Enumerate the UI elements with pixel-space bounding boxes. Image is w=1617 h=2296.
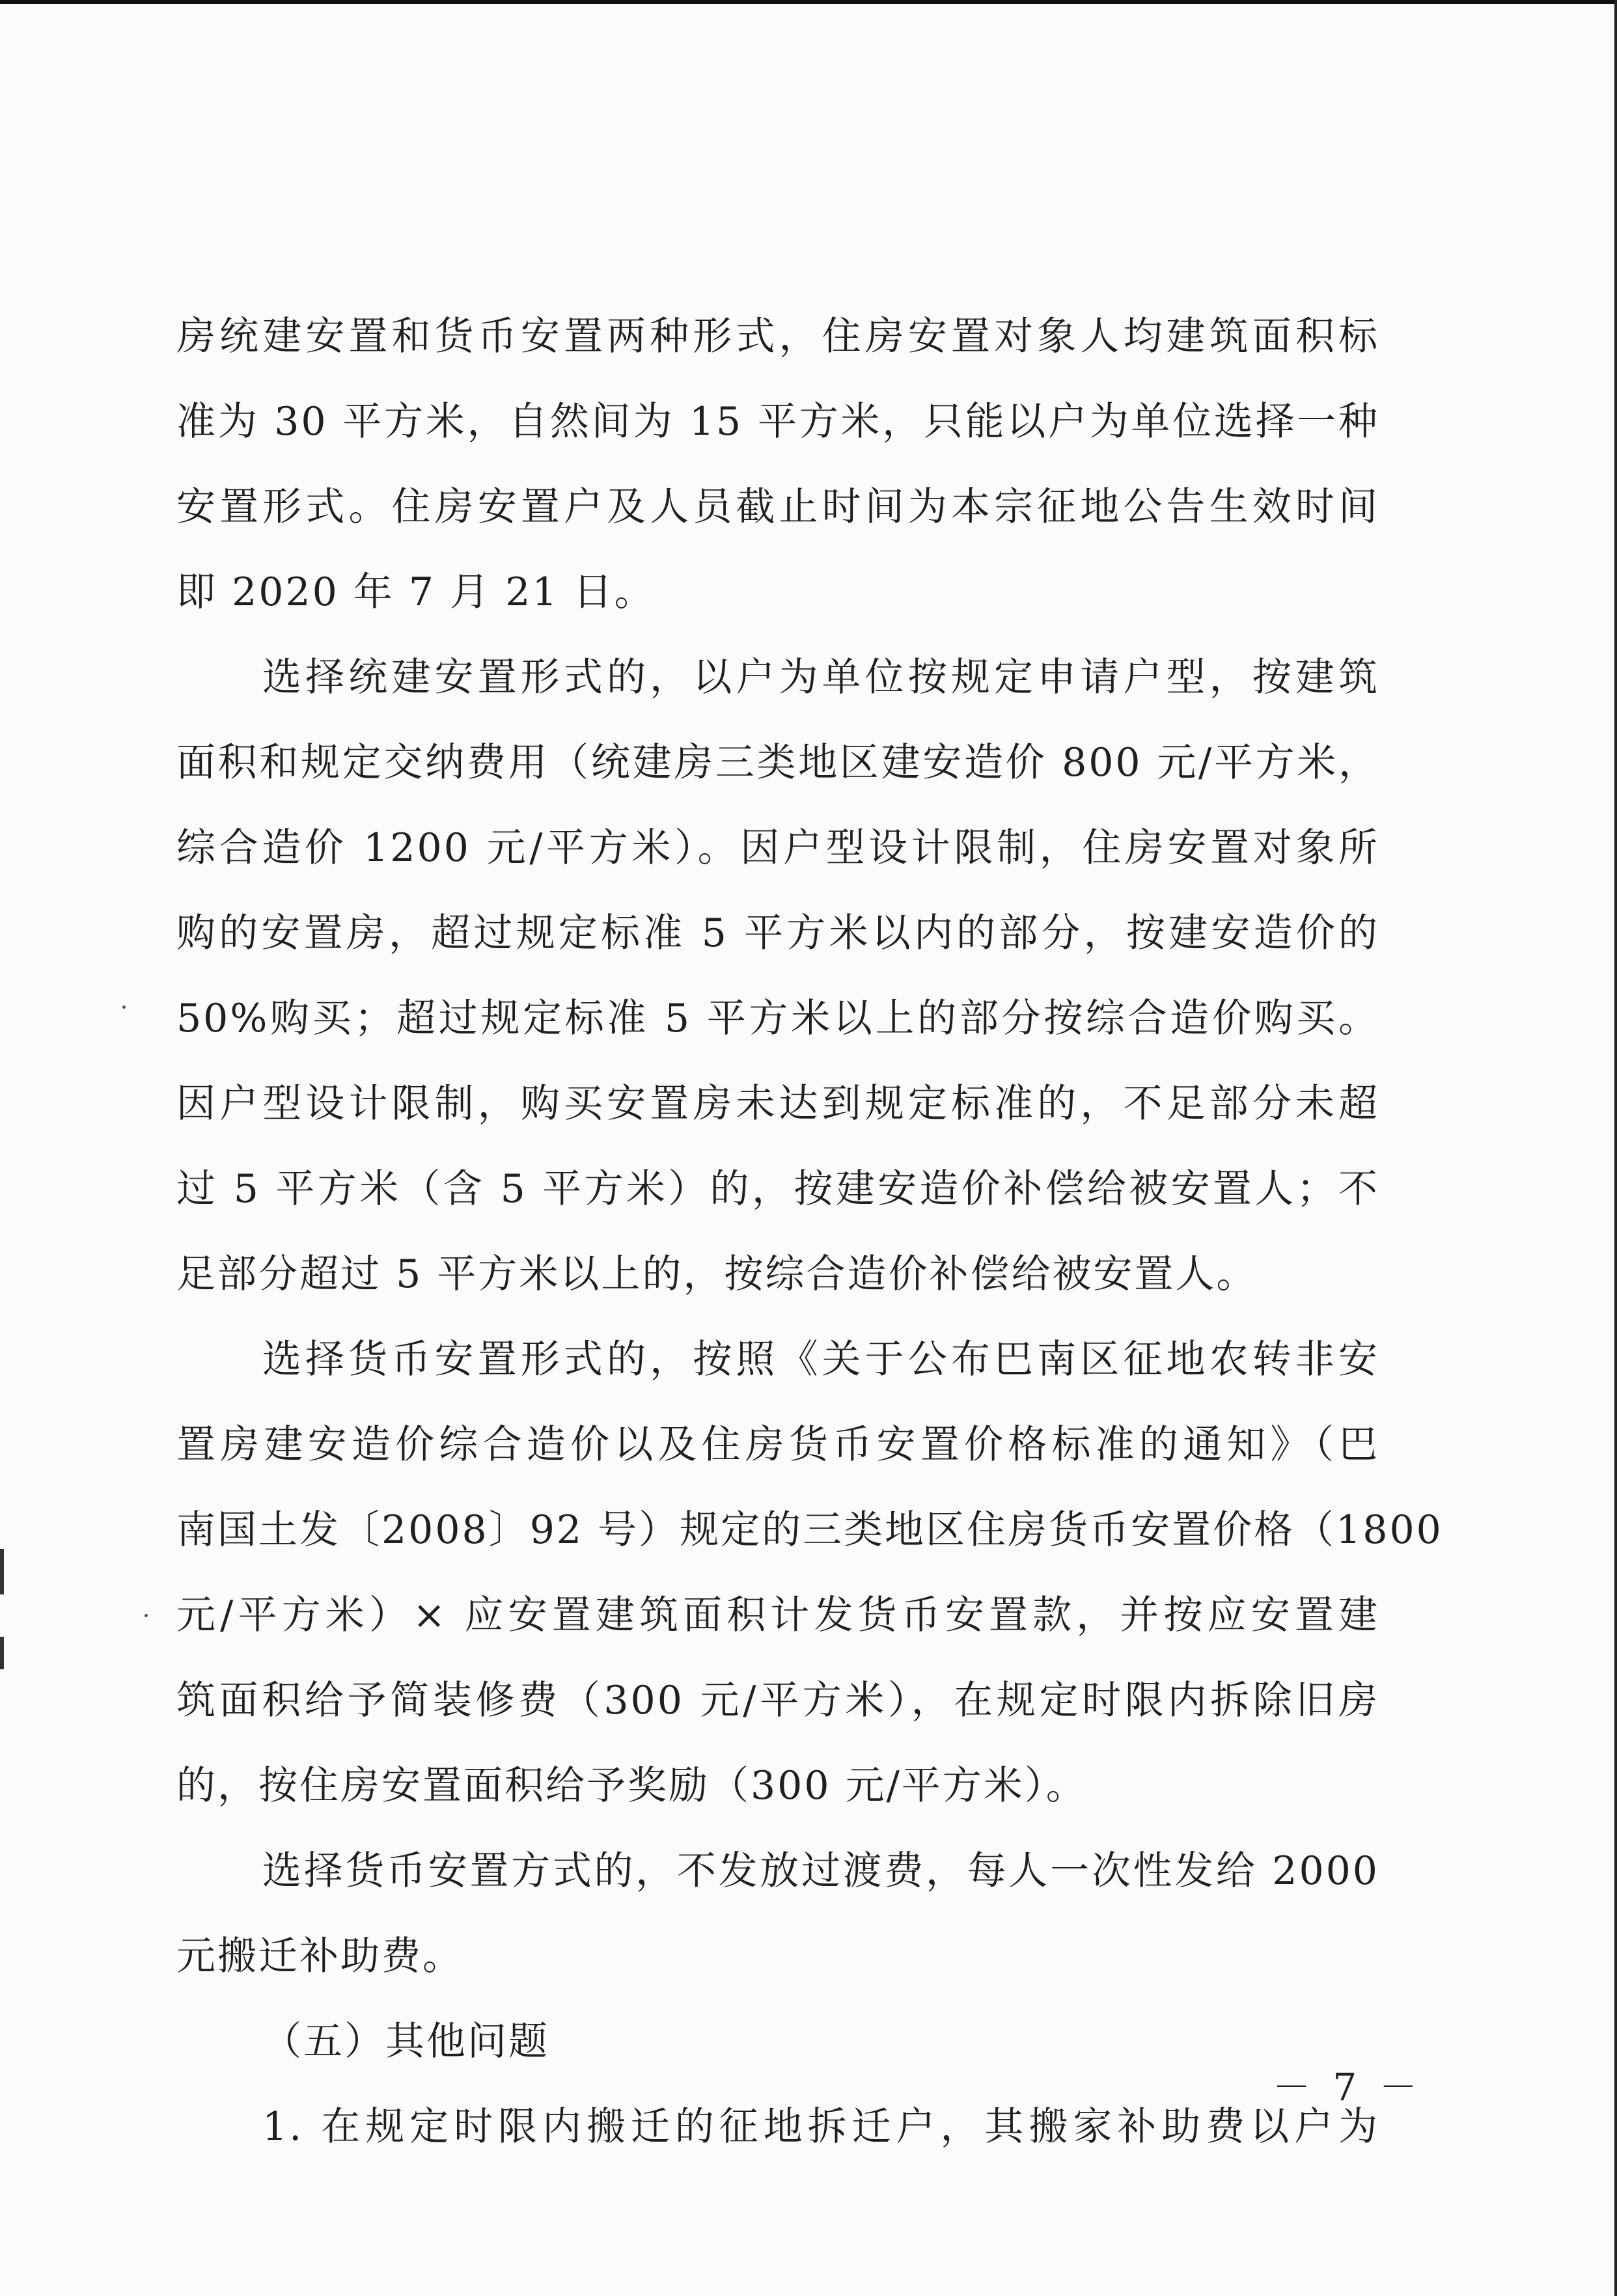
text-line: 筑面积给予简装修费（300 元/平方米），在规定时限内拆除旧房 [176, 1678, 1379, 1723]
text-line: 元/平方米）× 应安置建筑面积计发货币安置款，并按应安置建 [176, 1592, 1379, 1638]
text-line: 购的安置房，超过规定标准 5 平方米以内的部分，按建安造价的 [176, 910, 1379, 956]
scan-left-mark [0, 1549, 4, 1594]
text-line: 选择统建安置形式的，以户为单位按规定申请户型，按建筑 [262, 655, 1379, 700]
text-line: 综合造价 1200 元/平方米）。因户型设计限制，住房安置对象所 [176, 825, 1379, 871]
text-line: 1. 在规定时限内搬迁的征地拆迁户，其搬家补助费以户为 [262, 2104, 1379, 2150]
text-line: 的，按住房安置面积给予奖励（300 元/平方米）。 [176, 1763, 1087, 1809]
text-line: 元搬迁补助费。 [176, 1934, 463, 1979]
text-line: 选择货币安置形式的，按照《关于公布巴南区征地农转非安 [262, 1337, 1379, 1382]
text-line: 房统建安置和货币安置两种形式，住房安置对象人均建筑面积标 [176, 314, 1379, 359]
text-line: 置房建安造价综合造价以及住房货币安置价格标准的通知》（巴 [176, 1422, 1379, 1468]
page-number: － 7 － [1273, 2065, 1422, 2109]
scan-right-border [1614, 0, 1617, 2296]
scan-top-border [0, 0, 1617, 4]
text-line: 安置形式。住房安置户及人员截止时间为本宗征地公告生效时间 [176, 484, 1379, 530]
text-line: 50%购买；超过规定标准 5 平方米以上的部分按综合造价购买。 [176, 996, 1379, 1041]
text-line: 因户型设计限制，购买安置房未达到规定标准的，不足部分未超 [176, 1081, 1379, 1127]
section-heading: （五）其他问题 [262, 2019, 549, 2064]
text-line: 足部分超过 5 平方米以上的，按综合造价补偿给被安置人。 [176, 1251, 1258, 1297]
scan-speck [122, 1005, 126, 1009]
body-text [176, 294, 1443, 2170]
scan-left-mark [0, 1637, 4, 1669]
text-line: 南国土发〔2008〕92 号）规定的三类地区住房货币安置价格（1800 [176, 1507, 1443, 1553]
scan-speck [145, 1614, 148, 1617]
text-line: 过 5 平方米（含 5 平方米）的，按建安造价补偿给被安置人；不 [176, 1166, 1379, 1212]
text-line: 准为 30 平方米，自然间为 15 平方米，只能以户为单位选择一种 [176, 399, 1379, 444]
text-line: 面积和规定交纳费用（统建房三类地区建安造价 800 元/平方米， [176, 740, 1379, 786]
text-line: 选择货币安置方式的，不发放过渡费，每人一次性发给 2000 [262, 1848, 1379, 1894]
text-line: 即 2020 年 7 月 21 日。 [176, 569, 656, 615]
